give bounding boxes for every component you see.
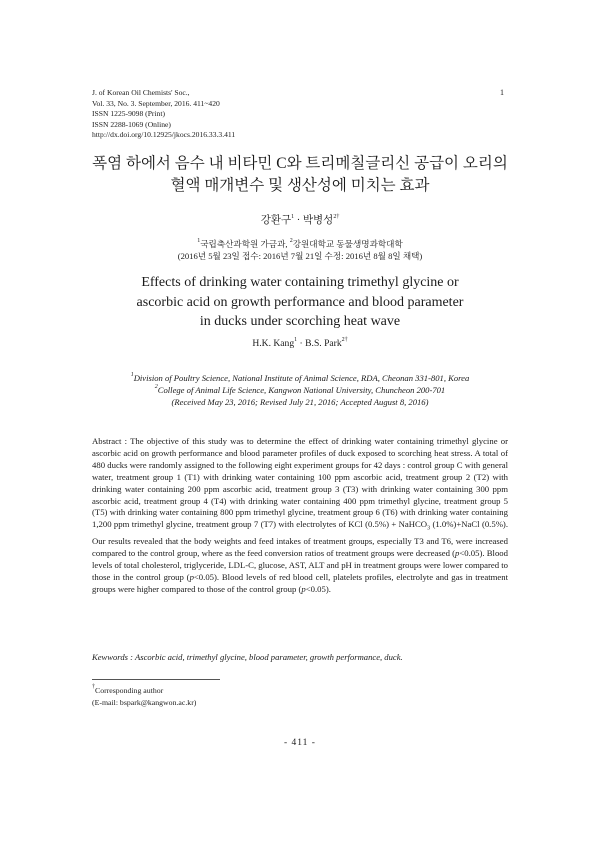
top-page-number: 1 <box>500 88 504 97</box>
p-value-symbol: p <box>301 583 306 594</box>
corresponding-email: (E-mail: bspark@kangwon.ac.kr) <box>92 697 197 707</box>
footnote-divider <box>92 679 220 680</box>
journal-header <box>92 88 235 141</box>
english-author: H.K. Kang <box>252 338 295 349</box>
korean-author: 박병성 <box>302 215 334 226</box>
korean-title-line: 혈액 매개변수 및 생산성에 미치는 효과 <box>170 177 430 194</box>
abstract-text: <0.05). Blood levels of red blood cell, platelets profiles, electrolyte and gas in treatment groups were higher compared to those of the control group ( <box>92 571 509 594</box>
doi-link[interactable]: http://dx.doi.org/10.12925/jkocs.2016.33.3.411 <box>92 130 236 140</box>
footnote-line <box>92 685 196 697</box>
abstract-text: The objective of this study was to determine the effect of drinking water containing trimethyl glycine or ascorbic acid on growth performance and blood parameter profiles of duck exposed to scorching heat stress. A total of 480 ducks were randomly assigned to the following eight experiment groups for 42 days : control group C with general water, treatment group 1 (T1) with drinking water containing 100 ppm ascorbic acid, treatment group 2 (T2) with drinking water containing 200 ppm ascorbic acid, treatment group 3 (T3) with drinking water containing 300 ppm ascorbic acid, treatment group 4 (T4) with drinking water containing 400 ppm trimethyl glycine, treatment group 5 (T5) with drinking water containing 800 ppm trimethyl glycine, treatment group 6 (T6) with drinking water containing 1,200 ppm trimethyl glycine, treatment group 7 (T7) with electrolytes of KCl (0.5%) + NaHCO <box>92 436 508 530</box>
affil-mark: 2 <box>289 238 293 245</box>
abstract-label: Abstract <box>92 436 122 446</box>
author-affil-mark: 1 <box>294 336 298 343</box>
author-affil-mark: 2† <box>333 213 340 220</box>
keywords: Kewwords : Ascorbic acid, trimethyl glycine, blood parameter, growth performance, duck. <box>92 652 403 662</box>
english-authors <box>0 338 600 349</box>
abstract-text: <0.05). <box>305 583 331 594</box>
author-affil-mark: 2† <box>341 336 348 343</box>
english-affil-line <box>0 384 600 396</box>
korean-dates: (2016년 5월 23일 접수: 2016년 7월 21일 수정: 2016년 8월 8일 채택) <box>177 251 423 261</box>
author-separator: · <box>294 215 303 226</box>
korean-affil: 강원대학교 동물생명과학대학 <box>292 239 403 249</box>
english-dates: (Received May 23, 2016; Revised July 21, 2016; Accepted August 8, 2016) <box>171 397 429 408</box>
korean-affil-line <box>0 238 600 250</box>
journal-name: J. of Korean Oil Chemists' Soc., <box>92 88 190 97</box>
author-affil-mark: 1 <box>291 213 295 220</box>
korean-affil: 국립축산과학원 가금과, <box>200 239 288 249</box>
affil-mark: 1 <box>130 372 134 379</box>
korean-title-line: 폭염 하에서 음수 내 비타민 C와 트리메칠글리신 공급이 오리의 <box>92 155 508 172</box>
english-affil-line <box>0 372 600 384</box>
p-value-symbol: p <box>189 571 194 582</box>
page-number: - 411 - <box>284 738 316 748</box>
footnote <box>92 685 196 708</box>
english-title-line: in ducks under scorching heat wave <box>199 314 401 329</box>
corresponding-author-label: Corresponding author <box>95 686 164 695</box>
p-value-symbol: p <box>455 547 460 558</box>
korean-affiliations <box>0 238 600 262</box>
abstract <box>92 436 508 596</box>
subscript: 3 <box>427 526 431 533</box>
korean-title <box>60 153 540 197</box>
abstract-colon: : <box>121 436 131 446</box>
english-author: B.S. Park <box>305 338 342 349</box>
affil-mark: 1 <box>197 238 201 245</box>
english-affil: College of Animal Life Science, Kangwon National University, Chuncheon 200-701 <box>157 385 446 396</box>
dagger-mark: † <box>92 684 95 691</box>
english-title <box>60 273 540 332</box>
affil-mark: 2 <box>154 384 158 391</box>
english-affil: Division of Poultry Science, National Institute of Animal Science, RDA, Cheonan 331-801, Korea <box>133 373 470 383</box>
abstract-text: (1.0%)+NaCl (0.5%). Our results revealed that the body weights and feed intakes of treatment groups, especially T3 and T6, were increased compared to the control group, where as the feed conversion ratios of treatment groups were decreased ( <box>92 519 508 558</box>
english-title-line: ascorbic acid on growth performance and blood parameter <box>136 294 464 310</box>
volume-info: Vol. 33, No. 3. September, 2016. 411~420 <box>92 98 220 108</box>
author-separator: · <box>297 338 306 349</box>
korean-authors <box>0 212 600 227</box>
abstract-text: <0.05). Blood levels of total cholesterol, triglyceride, LDL-C, glucose, AST, ALT and pH in treatment groups were lower compared to those in the control group ( <box>92 547 508 582</box>
issn-online: ISSN 2288-1069 (Online) <box>92 119 171 129</box>
issn-print: ISSN 1225-9098 (Print) <box>92 109 165 119</box>
korean-author: 강환구 <box>260 215 292 226</box>
english-title-line: Effects of drinking water containing trimethyl glycine or <box>141 275 459 290</box>
english-affiliations <box>0 372 600 409</box>
